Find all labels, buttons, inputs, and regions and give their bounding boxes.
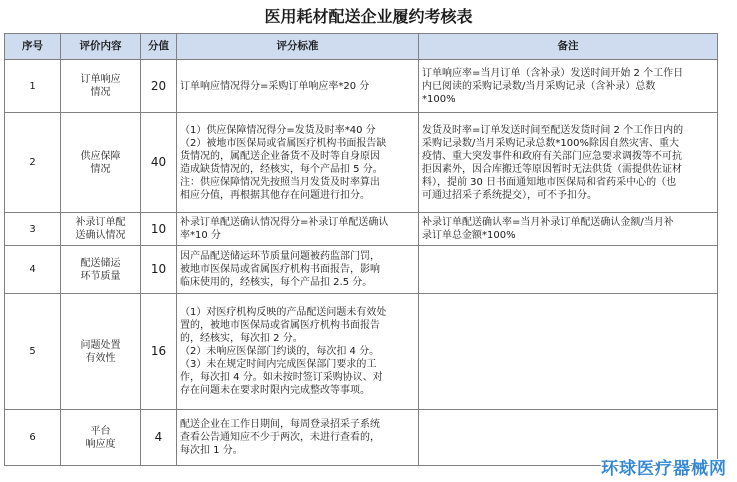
row-criteria [177,294,419,410]
criteria-line: （2）未响应医保部门约谈的，每次扣 4 分。 [180,346,380,357]
header-score: 分值 [141,34,177,60]
criteria-line: （1）对医疗机构反映的产品配送问题未有效处 [180,307,387,318]
table-row [5,294,718,410]
row-note [419,60,718,113]
row-note-empty [419,294,718,410]
row-item-line: 情况 [90,87,111,98]
row-item [61,213,141,246]
table-row [5,60,718,113]
row-score: 20 [141,60,177,113]
note-line: 订单响应率=当月订单（含补录）发送时间开始 2 个工作日 [422,67,684,79]
row-criteria [177,246,419,294]
criteria-line: 造成缺货情况的，经核实，每个产品扣 5 分。 [180,163,383,175]
row-criteria [177,113,419,213]
row-criteria [177,60,419,113]
row-no: 1 [5,60,61,113]
row-score: 4 [141,410,177,466]
row-note-empty [419,246,718,294]
note-line: 采购记录数/当月采购记录总数*100%除因自然灾害、重大 [422,137,679,149]
row-score: 10 [141,246,177,294]
criteria-line: 临床使用的，经核实，每个产品扣 2.5 分。 [180,277,373,288]
row-criteria [177,410,419,466]
row-item [61,246,141,294]
row-score: 10 [141,213,177,246]
row-item-line: 配送储运 [80,257,121,269]
note-line: 补录订单配送确认率=当月补录订单配送确认金额/当月补 [422,217,674,228]
row-item-line: 响应度 [85,438,116,450]
criteria-line: 相应分值，再根据其他存在问题进行扣分。 [180,189,370,201]
criteria-line: 订单响应情况得分=采购订单响应率*20 分 [180,80,370,92]
criteria-line: 查看公告通知应不少于两次，未进行查看的， [180,432,380,443]
row-item-line: 订单响应 [80,74,121,85]
header-note: 备注 [419,34,718,60]
criteria-line: 被地市医保局或省属医疗机构书面报告，影响 [180,264,380,275]
watermark-logo: 环球医疗器械网 [601,459,727,479]
row-item [61,294,141,410]
note-line: 拒因素外，因合库搬迁等原因暂时无法供货（需提供佐证材 [422,163,682,175]
row-score: 40 [141,113,177,213]
table-row [5,246,718,294]
row-no: 3 [5,213,61,246]
row-item-line: 平台 [90,425,111,437]
row-no: 2 [5,113,61,213]
criteria-line: 注：供应保障情况先按照当月发货及时率算出 [180,176,380,188]
row-item [61,410,141,466]
criteria-line: 因产品配送储运环节质量问题被药监部门罚， [180,251,380,262]
criteria-line: 货情况的，属配送企业备货不及时等自身原因 [180,150,380,162]
row-item-line: 供应保障 [80,150,121,162]
criteria-line: 配送企业在工作日期间，每周登录招采子系统 [180,419,380,430]
row-no: 6 [5,410,61,466]
criteria-line: 存在问题未在要求时限内完成整改等事项。 [180,385,370,396]
criteria-line: 补录订单配送确认情况得分=补录订单配送确认 [180,217,389,228]
row-item-line: 问题处置 [80,339,121,351]
row-item-line: 送确认情况 [75,230,126,241]
row-note [419,113,718,213]
table-header-row [5,34,718,60]
criteria-line: （3）未在规定时间内完成医保部门要求的工 [180,359,377,370]
note-line: 料），提前 30 日书面通知地市医保局和省药采中心的（也 [422,176,677,188]
table-row [5,113,718,213]
note-line: 发货及时率=订单发送时间至配送发货时间 2 个工作日内的 [422,124,684,136]
criteria-line: （1）供应保障情况得分=发货及时率*40 分 [180,124,376,136]
row-criteria [177,213,419,246]
header-no: 序号 [5,34,61,60]
row-item-line: 情况 [90,163,111,175]
row-item [61,60,141,113]
row-item [61,113,141,213]
row-item-line: 环节质量 [80,270,121,282]
row-item-line: 补录订单配 [75,217,126,228]
criteria-line: （2）被地市医保局或省属医疗机构书面报告缺 [180,137,387,149]
row-no: 5 [5,294,61,410]
table-row [5,213,718,246]
note-line: 录订单总金额*100% [422,230,516,241]
row-no: 4 [5,246,61,294]
note-line: *100% [422,93,456,105]
page-title: 医用耗材配送企业履约考核表 [264,7,473,26]
row-note [419,213,718,246]
note-line: 疫情、重大突发事件和政府有关部门应急要求调拨等不可抗 [422,150,682,162]
criteria-line: 作，每次扣 4 分。如未按时签订采购协议、对 [180,372,383,383]
header-criteria: 评分标准 [177,34,419,60]
row-score: 16 [141,294,177,410]
row-item-line: 有效性 [85,352,116,364]
criteria-line: 每次扣 1 分。 [180,445,243,456]
assessment-table [4,33,718,466]
header-item: 评价内容 [61,34,141,60]
note-line: 内已阅读的采购记录数/当月采购记录（含补录）总数 [422,80,656,92]
criteria-line: 的，经核实，每次扣 2 分。 [180,333,303,344]
criteria-line: 率*10 分 [180,230,221,241]
note-line: 可通过招采子系统提交），可不予扣分。 [422,189,597,201]
criteria-line: 置的，被地市医保局或省属医疗机构书面报告 [180,320,380,331]
